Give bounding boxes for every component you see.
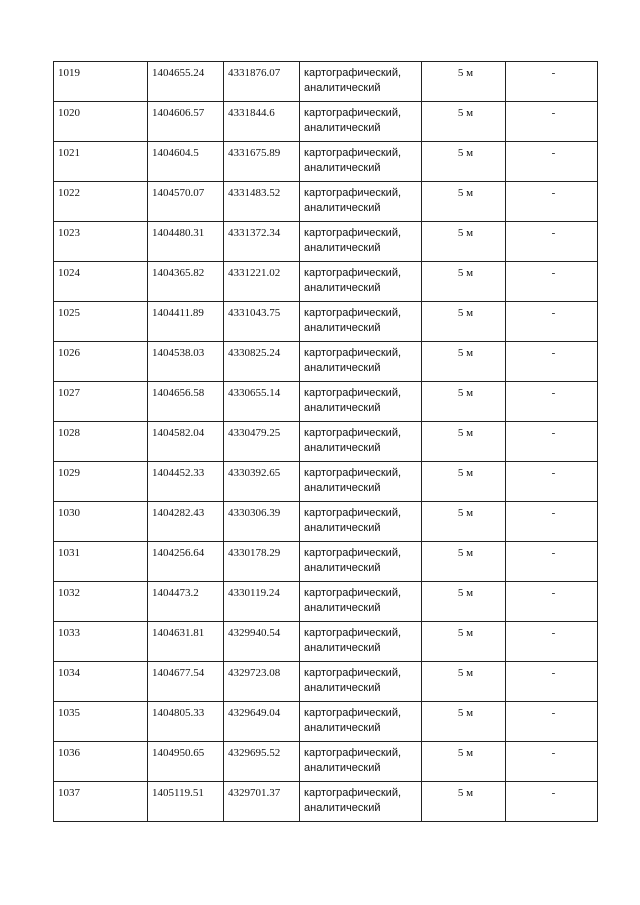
note-cell: - xyxy=(506,62,598,102)
method-line-1: картографический, xyxy=(304,707,402,719)
accuracy-cell: 5 м xyxy=(422,542,506,582)
method-line-1: картографический, xyxy=(304,307,402,319)
y-coordinate-cell: 4329940.54 xyxy=(224,622,300,662)
y-coordinate-cell: 4331483.52 xyxy=(224,182,300,222)
accuracy-cell: 5 м xyxy=(422,662,506,702)
x-coordinate-cell: 1404473.2 xyxy=(148,582,224,622)
table-row xyxy=(54,622,598,662)
point-number-cell: 1019 xyxy=(54,62,148,102)
accuracy-cell: 5 м xyxy=(422,582,506,622)
y-coordinate-cell: 4330655.14 xyxy=(224,382,300,422)
method-line-1: картографический, xyxy=(304,387,402,399)
method-line-2: аналитический xyxy=(304,121,381,134)
note-cell: - xyxy=(506,222,598,262)
accuracy-cell: 5 м xyxy=(422,782,506,822)
method-line-2: аналитический xyxy=(304,361,381,374)
method-line-2: аналитический xyxy=(304,481,381,494)
table-row xyxy=(54,262,598,302)
method-line-2: аналитический xyxy=(304,241,381,254)
point-number-cell: 1025 xyxy=(54,302,148,342)
point-number-cell: 1034 xyxy=(54,662,148,702)
method-line-2: аналитический xyxy=(304,721,381,734)
method-line-2: аналитический xyxy=(304,761,381,774)
y-coordinate-cell: 4331221.02 xyxy=(224,262,300,302)
method-line-2: аналитический xyxy=(304,601,381,614)
table-row xyxy=(54,382,598,422)
x-coordinate-cell: 1404480.31 xyxy=(148,222,224,262)
x-coordinate-cell: 1404677.54 xyxy=(148,662,224,702)
table-row xyxy=(54,342,598,382)
accuracy-cell: 5 м xyxy=(422,702,506,742)
note-cell: - xyxy=(506,542,598,582)
point-number-cell: 1026 xyxy=(54,342,148,382)
point-number-cell: 1030 xyxy=(54,502,148,542)
table-row xyxy=(54,102,598,142)
y-coordinate-cell: 4330479.25 xyxy=(224,422,300,462)
method-line-1: картографический, xyxy=(304,267,402,279)
x-coordinate-cell: 1404631.81 xyxy=(148,622,224,662)
y-coordinate-cell: 4331876.07 xyxy=(224,62,300,102)
x-coordinate-cell: 1404452.33 xyxy=(148,462,224,502)
method-cell xyxy=(300,502,422,542)
method-line-1: картографический, xyxy=(304,427,402,439)
method-line-2: аналитический xyxy=(304,81,381,94)
table-row xyxy=(54,542,598,582)
x-coordinate-cell: 1404950.65 xyxy=(148,742,224,782)
method-cell xyxy=(300,542,422,582)
x-coordinate-cell: 1404604.5 xyxy=(148,142,224,182)
note-cell: - xyxy=(506,182,598,222)
table-row xyxy=(54,302,598,342)
point-number-cell: 1037 xyxy=(54,782,148,822)
table-row xyxy=(54,62,598,102)
point-number-cell: 1022 xyxy=(54,182,148,222)
y-coordinate-cell: 4329695.52 xyxy=(224,742,300,782)
y-coordinate-cell: 4330306.39 xyxy=(224,502,300,542)
x-coordinate-cell: 1404256.64 xyxy=(148,542,224,582)
method-cell xyxy=(300,102,422,142)
point-number-cell: 1029 xyxy=(54,462,148,502)
note-cell: - xyxy=(506,422,598,462)
x-coordinate-cell: 1404282.43 xyxy=(148,502,224,542)
y-coordinate-cell: 4330825.24 xyxy=(224,342,300,382)
y-coordinate-cell: 4329723.08 xyxy=(224,662,300,702)
method-cell xyxy=(300,382,422,422)
x-coordinate-cell: 1404655.24 xyxy=(148,62,224,102)
note-cell: - xyxy=(506,142,598,182)
method-line-1: картографический, xyxy=(304,467,402,479)
x-coordinate-cell: 1404656.58 xyxy=(148,382,224,422)
note-cell: - xyxy=(506,662,598,702)
table-row xyxy=(54,582,598,622)
method-line-1: картографический, xyxy=(304,747,402,759)
y-coordinate-cell: 4330119.24 xyxy=(224,582,300,622)
method-line-1: картографический, xyxy=(304,227,402,239)
method-line-2: аналитический xyxy=(304,681,381,694)
table-row xyxy=(54,702,598,742)
y-coordinate-cell: 4329649.04 xyxy=(224,702,300,742)
method-cell xyxy=(300,582,422,622)
method-cell xyxy=(300,462,422,502)
note-cell: - xyxy=(506,262,598,302)
x-coordinate-cell: 1404570.07 xyxy=(148,182,224,222)
accuracy-cell: 5 м xyxy=(422,342,506,382)
method-cell xyxy=(300,182,422,222)
point-number-cell: 1020 xyxy=(54,102,148,142)
note-cell: - xyxy=(506,382,598,422)
method-cell xyxy=(300,222,422,262)
point-number-cell: 1028 xyxy=(54,422,148,462)
method-cell xyxy=(300,342,422,382)
x-coordinate-cell: 1404582.04 xyxy=(148,422,224,462)
accuracy-cell: 5 м xyxy=(422,182,506,222)
note-cell: - xyxy=(506,342,598,382)
method-line-1: картографический, xyxy=(304,587,402,599)
method-line-2: аналитический xyxy=(304,521,381,534)
method-line-2: аналитический xyxy=(304,641,381,654)
note-cell: - xyxy=(506,102,598,142)
accuracy-cell: 5 м xyxy=(422,302,506,342)
method-line-1: картографический, xyxy=(304,67,402,79)
accuracy-cell: 5 м xyxy=(422,102,506,142)
method-cell xyxy=(300,302,422,342)
method-line-1: картографический, xyxy=(304,187,402,199)
method-line-1: картографический, xyxy=(304,667,402,679)
y-coordinate-cell: 4331844.6 xyxy=(224,102,300,142)
method-line-1: картографический, xyxy=(304,107,402,119)
point-number-cell: 1021 xyxy=(54,142,148,182)
accuracy-cell: 5 м xyxy=(422,382,506,422)
method-cell xyxy=(300,782,422,822)
accuracy-cell: 5 м xyxy=(422,422,506,462)
table-row xyxy=(54,782,598,822)
method-cell xyxy=(300,62,422,102)
note-cell: - xyxy=(506,302,598,342)
method-line-2: аналитический xyxy=(304,441,381,454)
method-cell xyxy=(300,622,422,662)
y-coordinate-cell: 4331043.75 xyxy=(224,302,300,342)
method-line-1: картографический, xyxy=(304,147,402,159)
accuracy-cell: 5 м xyxy=(422,502,506,542)
accuracy-cell: 5 м xyxy=(422,622,506,662)
accuracy-cell: 5 м xyxy=(422,742,506,782)
method-line-1: картографический, xyxy=(304,787,402,799)
x-coordinate-cell: 1404411.89 xyxy=(148,302,224,342)
note-cell: - xyxy=(506,622,598,662)
method-cell xyxy=(300,742,422,782)
accuracy-cell: 5 м xyxy=(422,222,506,262)
point-number-cell: 1033 xyxy=(54,622,148,662)
note-cell: - xyxy=(506,742,598,782)
accuracy-cell: 5 м xyxy=(422,262,506,302)
x-coordinate-cell: 1404365.82 xyxy=(148,262,224,302)
note-cell: - xyxy=(506,782,598,822)
y-coordinate-cell: 4329701.37 xyxy=(224,782,300,822)
table-row xyxy=(54,142,598,182)
table-row xyxy=(54,742,598,782)
method-line-2: аналитический xyxy=(304,201,381,214)
table-row xyxy=(54,222,598,262)
table-row xyxy=(54,182,598,222)
table-row xyxy=(54,422,598,462)
method-line-1: картографический, xyxy=(304,347,402,359)
point-number-cell: 1035 xyxy=(54,702,148,742)
method-line-2: аналитический xyxy=(304,281,381,294)
y-coordinate-cell: 4331372.34 xyxy=(224,222,300,262)
method-line-2: аналитический xyxy=(304,321,381,334)
accuracy-cell: 5 м xyxy=(422,62,506,102)
x-coordinate-cell: 1404606.57 xyxy=(148,102,224,142)
point-number-cell: 1036 xyxy=(54,742,148,782)
point-number-cell: 1027 xyxy=(54,382,148,422)
table-body xyxy=(54,62,598,822)
table-row xyxy=(54,502,598,542)
method-cell xyxy=(300,662,422,702)
accuracy-cell: 5 м xyxy=(422,142,506,182)
method-line-1: картографический, xyxy=(304,507,402,519)
point-number-cell: 1024 xyxy=(54,262,148,302)
note-cell: - xyxy=(506,462,598,502)
method-cell xyxy=(300,142,422,182)
method-line-1: картографический, xyxy=(304,627,402,639)
method-cell xyxy=(300,262,422,302)
method-line-2: аналитический xyxy=(304,401,381,414)
x-coordinate-cell: 1405119.51 xyxy=(148,782,224,822)
method-cell xyxy=(300,702,422,742)
method-line-1: картографический, xyxy=(304,547,402,559)
method-line-2: аналитический xyxy=(304,161,381,174)
y-coordinate-cell: 4330392.65 xyxy=(224,462,300,502)
x-coordinate-cell: 1404805.33 xyxy=(148,702,224,742)
point-number-cell: 1023 xyxy=(54,222,148,262)
point-number-cell: 1031 xyxy=(54,542,148,582)
method-line-2: аналитический xyxy=(304,561,381,574)
method-cell xyxy=(300,422,422,462)
x-coordinate-cell: 1404538.03 xyxy=(148,342,224,382)
coordinates-table xyxy=(53,61,598,822)
accuracy-cell: 5 м xyxy=(422,462,506,502)
table-row xyxy=(54,662,598,702)
y-coordinate-cell: 4331675.89 xyxy=(224,142,300,182)
note-cell: - xyxy=(506,502,598,542)
y-coordinate-cell: 4330178.29 xyxy=(224,542,300,582)
method-line-2: аналитический xyxy=(304,801,381,814)
note-cell: - xyxy=(506,702,598,742)
note-cell: - xyxy=(506,582,598,622)
point-number-cell: 1032 xyxy=(54,582,148,622)
table-row xyxy=(54,462,598,502)
